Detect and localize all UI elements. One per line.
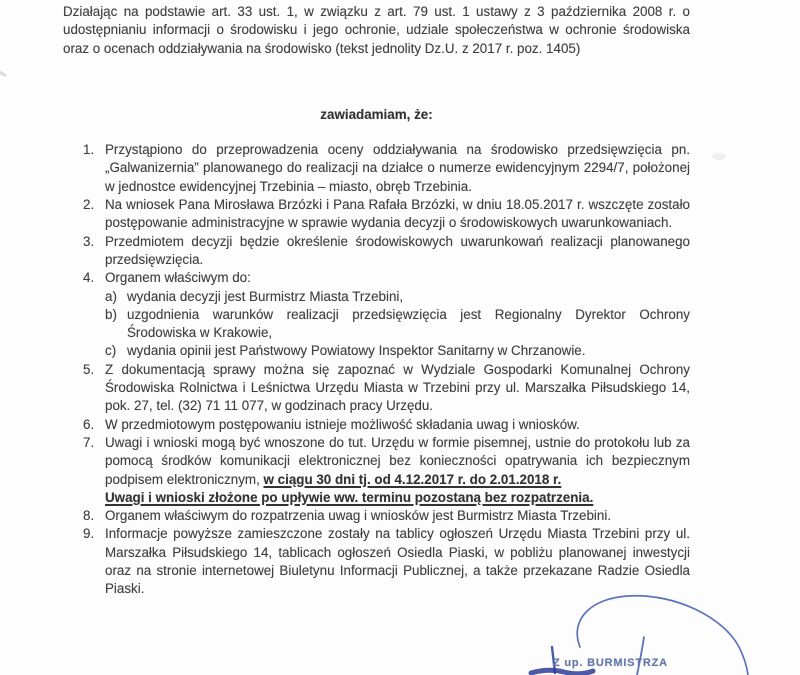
scan-artifact-smudge xyxy=(712,153,726,160)
list-item-number: 5. xyxy=(83,361,95,377)
list-item-text: Informacje powyższe zamieszczone zostały na tablicy ogłoszeń Urzędu Miasta Trzebini przy ul. Marszałka Piłsudskiego 14, tablicach ogłoszeń Osiedla Piaski, w pobliżu planowanej inwestycji oraz na stronie internetowej Biuletynu Informacji Publicznej, a także przekazane Radzie Osiedla Piaski. xyxy=(105,526,690,597)
list-item-3 xyxy=(83,233,690,270)
list-item-number: 2. xyxy=(83,197,95,213)
list-item-number: 1. xyxy=(83,142,95,158)
list-item-number: 6. xyxy=(83,416,95,432)
list-item-text: W przedmiotowym postępowaniu istnieje możliwość składania uwag i wniosków. xyxy=(105,416,580,432)
list-item-4-label: Organem właściwym do: xyxy=(105,270,251,286)
list-item-5 xyxy=(83,361,690,416)
sublist-item-c xyxy=(105,342,690,360)
list-item-7 xyxy=(83,434,690,507)
notice-heading: zawiadamiam, że: xyxy=(320,106,433,122)
list-item-number: 9. xyxy=(83,526,95,542)
deadline-emphasis: w ciągu 30 dni tj. od 4.12.2017 r. do 2.01.2018 r. xyxy=(263,471,562,487)
list-item-text: Przedmiotem decyzji będzie określenie środowiskowych uwarunkowań realizacji planowanego przedsięwzięcia. xyxy=(105,233,690,267)
list-item-text: Z dokumentacją sprawy można się zapoznać w Wydziale Gospodarki Komunalnej Ochrony Środowiska Rolnictwa i Leśnictwa Urzędu Miasta w Trzebini przy ul. Marszałka Piłsudskiego 14, pok. 27, tel. (32) 71 11 077, w godzinach pracy Urzędu. xyxy=(105,361,690,414)
list-item-7-text: Uwagi i wnioski mogą być wnoszone do tut. Urzędu w formie pisemnej, ustnie do protokołu lub za pomocą środków komunikacji elektronicznej bez konieczności opatrywania ich bezpiecznym podpisem elektronicznym, xyxy=(105,434,690,487)
list-item-8 xyxy=(83,507,690,525)
list-item-text xyxy=(105,434,690,507)
list-item-text: Organem właściwym do rozpatrzenia uwag i wniosków jest Burmistrz Miasta Trzebini. xyxy=(105,508,612,524)
sublist-item-a xyxy=(105,288,690,306)
sublist-item-b xyxy=(105,306,690,343)
warning-emphasis: Uwagi i wnioski złożone po upływie ww. terminu pozostaną bez rozpatrzenia. xyxy=(105,489,594,505)
sublist-item-number: a) xyxy=(105,288,117,304)
sublist-item-text: wydania decyzji jest Burmistrz Miasta Trzebini, xyxy=(127,288,404,304)
notice-list xyxy=(83,141,690,598)
signature-block xyxy=(500,575,800,675)
list-item-text: Przystąpiono do przeprowadzenia oceny oddziaływania na środowisko przedsięwzięcia pn. „Galwanizernia” planowanego do realizacji na działce o numerze ewidencyjnym 2294/7, położonej w jednostce ewidencyjnej Trzebinia – miasto, obręb Trzebinia. xyxy=(105,142,690,194)
list-item-4 xyxy=(83,269,690,360)
sublist-item-number: c) xyxy=(105,343,117,359)
intro-paragraph: Działając na podstawie art. 33 ust. 1, w związku z art. 79 ust. 1 ustawy z 3 października 2008 r. o udostępnianiu informacji o środowisku i jego ochronie, udziale społeczeństwa w ochronie środowiska oraz o ocenach oddziaływania na środowisko (tekst jednolity Dz.U. z 2017 r. poz. 1405) xyxy=(63,4,690,56)
list-item-6 xyxy=(83,416,690,434)
sublist-item-text: uzgodnienia warunków realizacji przedsięwzięcia jest Regionalny Dyrektor Ochrony Środowiska w Krakowie, xyxy=(127,306,690,341)
list-item-text xyxy=(105,269,690,360)
sublist-item-text: wydania opinii jest Państwowy Powiatowy Inspektor Sanitarny w Chrzanowie. xyxy=(127,343,586,359)
list-item-number: 4. xyxy=(83,270,95,286)
scan-artifact-left-edge xyxy=(0,70,7,77)
list-item-1 xyxy=(83,141,690,196)
signature-stamp-text: Z up. BURMISTRZA xyxy=(553,657,668,669)
list-item-number: 8. xyxy=(83,508,95,524)
list-item-number: 3. xyxy=(83,233,95,249)
sublist-item-number: b) xyxy=(105,306,117,322)
list-item-text: Na wniosek Pana Mirosława Brzózki i Pana Rafała Brzózki, w dniu 18.05.2017 r. wszczęte zostało postępowanie administracyjne w sprawie wydania decyzji o środowiskowych uwarunkowaniach. xyxy=(105,197,690,231)
list-item-2 xyxy=(83,196,690,233)
list-item-number: 7. xyxy=(83,434,95,450)
